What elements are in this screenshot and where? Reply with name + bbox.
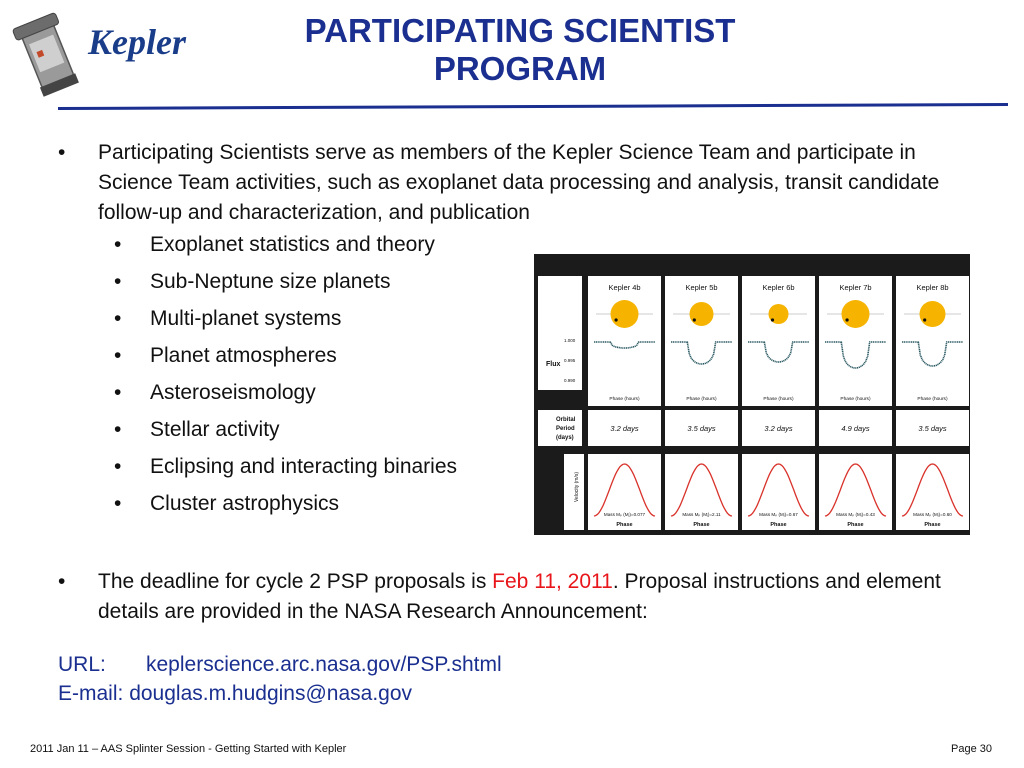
title-line-2: PROGRAM (433, 50, 607, 87)
bullet-deadline (58, 567, 988, 627)
days-label: (days) (556, 435, 574, 441)
deadline-bullets (58, 567, 988, 627)
star-disk (690, 302, 714, 326)
planet-mass: Mass Mₚ (Mⱼ)=0.43 (836, 512, 875, 517)
flux-tick: 0.990 (564, 378, 576, 383)
list-item: • Eclipsing and interacting binaries (98, 452, 988, 489)
phase-axis-label: Phase (693, 522, 710, 528)
email-link[interactable]: douglas.m.hudgins@nasa.gov (129, 682, 413, 705)
deadline-date: Feb 11, 2011 (492, 570, 613, 593)
deadline-text-end: . Proposal instructions and element details are provided in the NASA Research Announcement: (98, 570, 941, 623)
planet-dot (693, 318, 696, 321)
phase-axis-label: Phase (616, 522, 633, 528)
velocity-panel (588, 454, 661, 530)
period-label: Period (556, 426, 575, 432)
phase-axis-label: Phase (924, 522, 941, 528)
phase-label: Phase (hours) (917, 397, 948, 402)
planet-dot (615, 318, 618, 321)
orbital-period: 3.5 days (687, 424, 716, 433)
page-title (260, 12, 780, 88)
velocity-panel (819, 454, 892, 530)
star-disk (842, 300, 870, 328)
phase-axis-label: Phase (770, 522, 787, 528)
kepler-planets-figure (534, 254, 970, 535)
planet-name: Kepler 6b (762, 283, 795, 292)
planet-dot (923, 318, 926, 321)
planets-figure-svg (534, 254, 970, 535)
star-disk (920, 301, 946, 327)
url-row (58, 650, 502, 679)
footer-text: 2011 Jan 11 – AAS Splinter Session - Getting Started with Kepler (30, 743, 347, 755)
email-row (58, 679, 502, 708)
orbital-label: Orbital (556, 417, 576, 423)
planet-mass: Mass Mₚ (Mⱼ)=0.077 (603, 512, 646, 517)
list-item: • Cluster astrophysics (98, 489, 988, 526)
phase-label: Phase (hours) (840, 397, 871, 402)
page-number: Page 30 (951, 743, 992, 755)
planet-name: Kepler 5b (685, 283, 718, 292)
lightcurve-panel (819, 276, 892, 406)
planet-column (896, 276, 969, 530)
planet-mass: Mass Mₚ (Mⱼ)=2.11 (682, 512, 721, 517)
url-link[interactable]: keplerscience.arc.nasa.gov/PSP.shtml (146, 653, 502, 676)
velocity-panel (896, 454, 969, 530)
list-item: • Stellar activity (98, 415, 988, 452)
star-disk (611, 300, 639, 328)
planet-name: Kepler 4b (608, 283, 641, 292)
url-label: URL: (58, 653, 106, 676)
planet-name: Kepler 8b (916, 283, 949, 292)
planet-mass: Mass Mₚ (Mⱼ)=0.67 (759, 512, 798, 517)
kepler-spacecraft-icon (8, 4, 198, 100)
deadline-text-start: The deadline for cycle 2 PSP proposals is (98, 570, 493, 593)
list-item: • Multi-planet systems (98, 304, 988, 341)
lightcurve-panel (588, 276, 661, 406)
orbital-period: 3.2 days (764, 424, 793, 433)
list-item: • Exoplanet statistics and theory (98, 230, 988, 267)
phase-label: Phase (hours) (763, 397, 794, 402)
planet-column (588, 276, 661, 530)
email-label: E-mail: (58, 682, 124, 705)
phase-label: Phase (hours) (609, 397, 640, 402)
flux-tick: 1.000 (564, 338, 576, 343)
planet-dot (771, 318, 774, 321)
orbital-period: 4.9 days (841, 424, 870, 433)
lightcurve-panel (665, 276, 738, 406)
contact-info (58, 650, 502, 708)
planet-mass: Mass Mₚ (Mⱼ)=0.60 (913, 512, 952, 517)
velocity-panel (742, 454, 815, 530)
velocity-label: Velocity (m/s) (574, 471, 580, 502)
lightcurve-panel (742, 276, 815, 406)
planet-column (742, 276, 815, 530)
velocity-panel (665, 454, 738, 530)
planet-dot (846, 318, 849, 321)
phase-label: Phase (hours) (686, 397, 717, 402)
planet-column (665, 276, 738, 530)
title-divider (58, 103, 1008, 113)
orbital-period: 3.5 days (918, 424, 947, 433)
list-item: • Sub-Neptune size planets (98, 267, 988, 304)
kepler-logo (8, 4, 198, 100)
list-item: • Planet atmospheres (98, 341, 988, 378)
phase-axis-label: Phase (847, 522, 864, 528)
title-line-1: PARTICIPATING SCIENTIST (304, 12, 736, 49)
list-item: • Asteroseismology (98, 378, 988, 415)
orbital-period: 3.2 days (610, 424, 639, 433)
planet-column (819, 276, 892, 530)
bullet-participation-text: Participating Scientists serve as members of the Kepler Science Team and participate in Science Team activities, such as exoplanet data processing and analysis, transit candidate follow-up and characterization, and publication (98, 141, 940, 224)
logo-text: Kepler (88, 22, 186, 62)
lightcurve-panel (896, 276, 969, 406)
flux-label: Flux (546, 361, 561, 368)
planet-name: Kepler 7b (839, 283, 872, 292)
flux-tick: 0.995 (564, 358, 576, 363)
